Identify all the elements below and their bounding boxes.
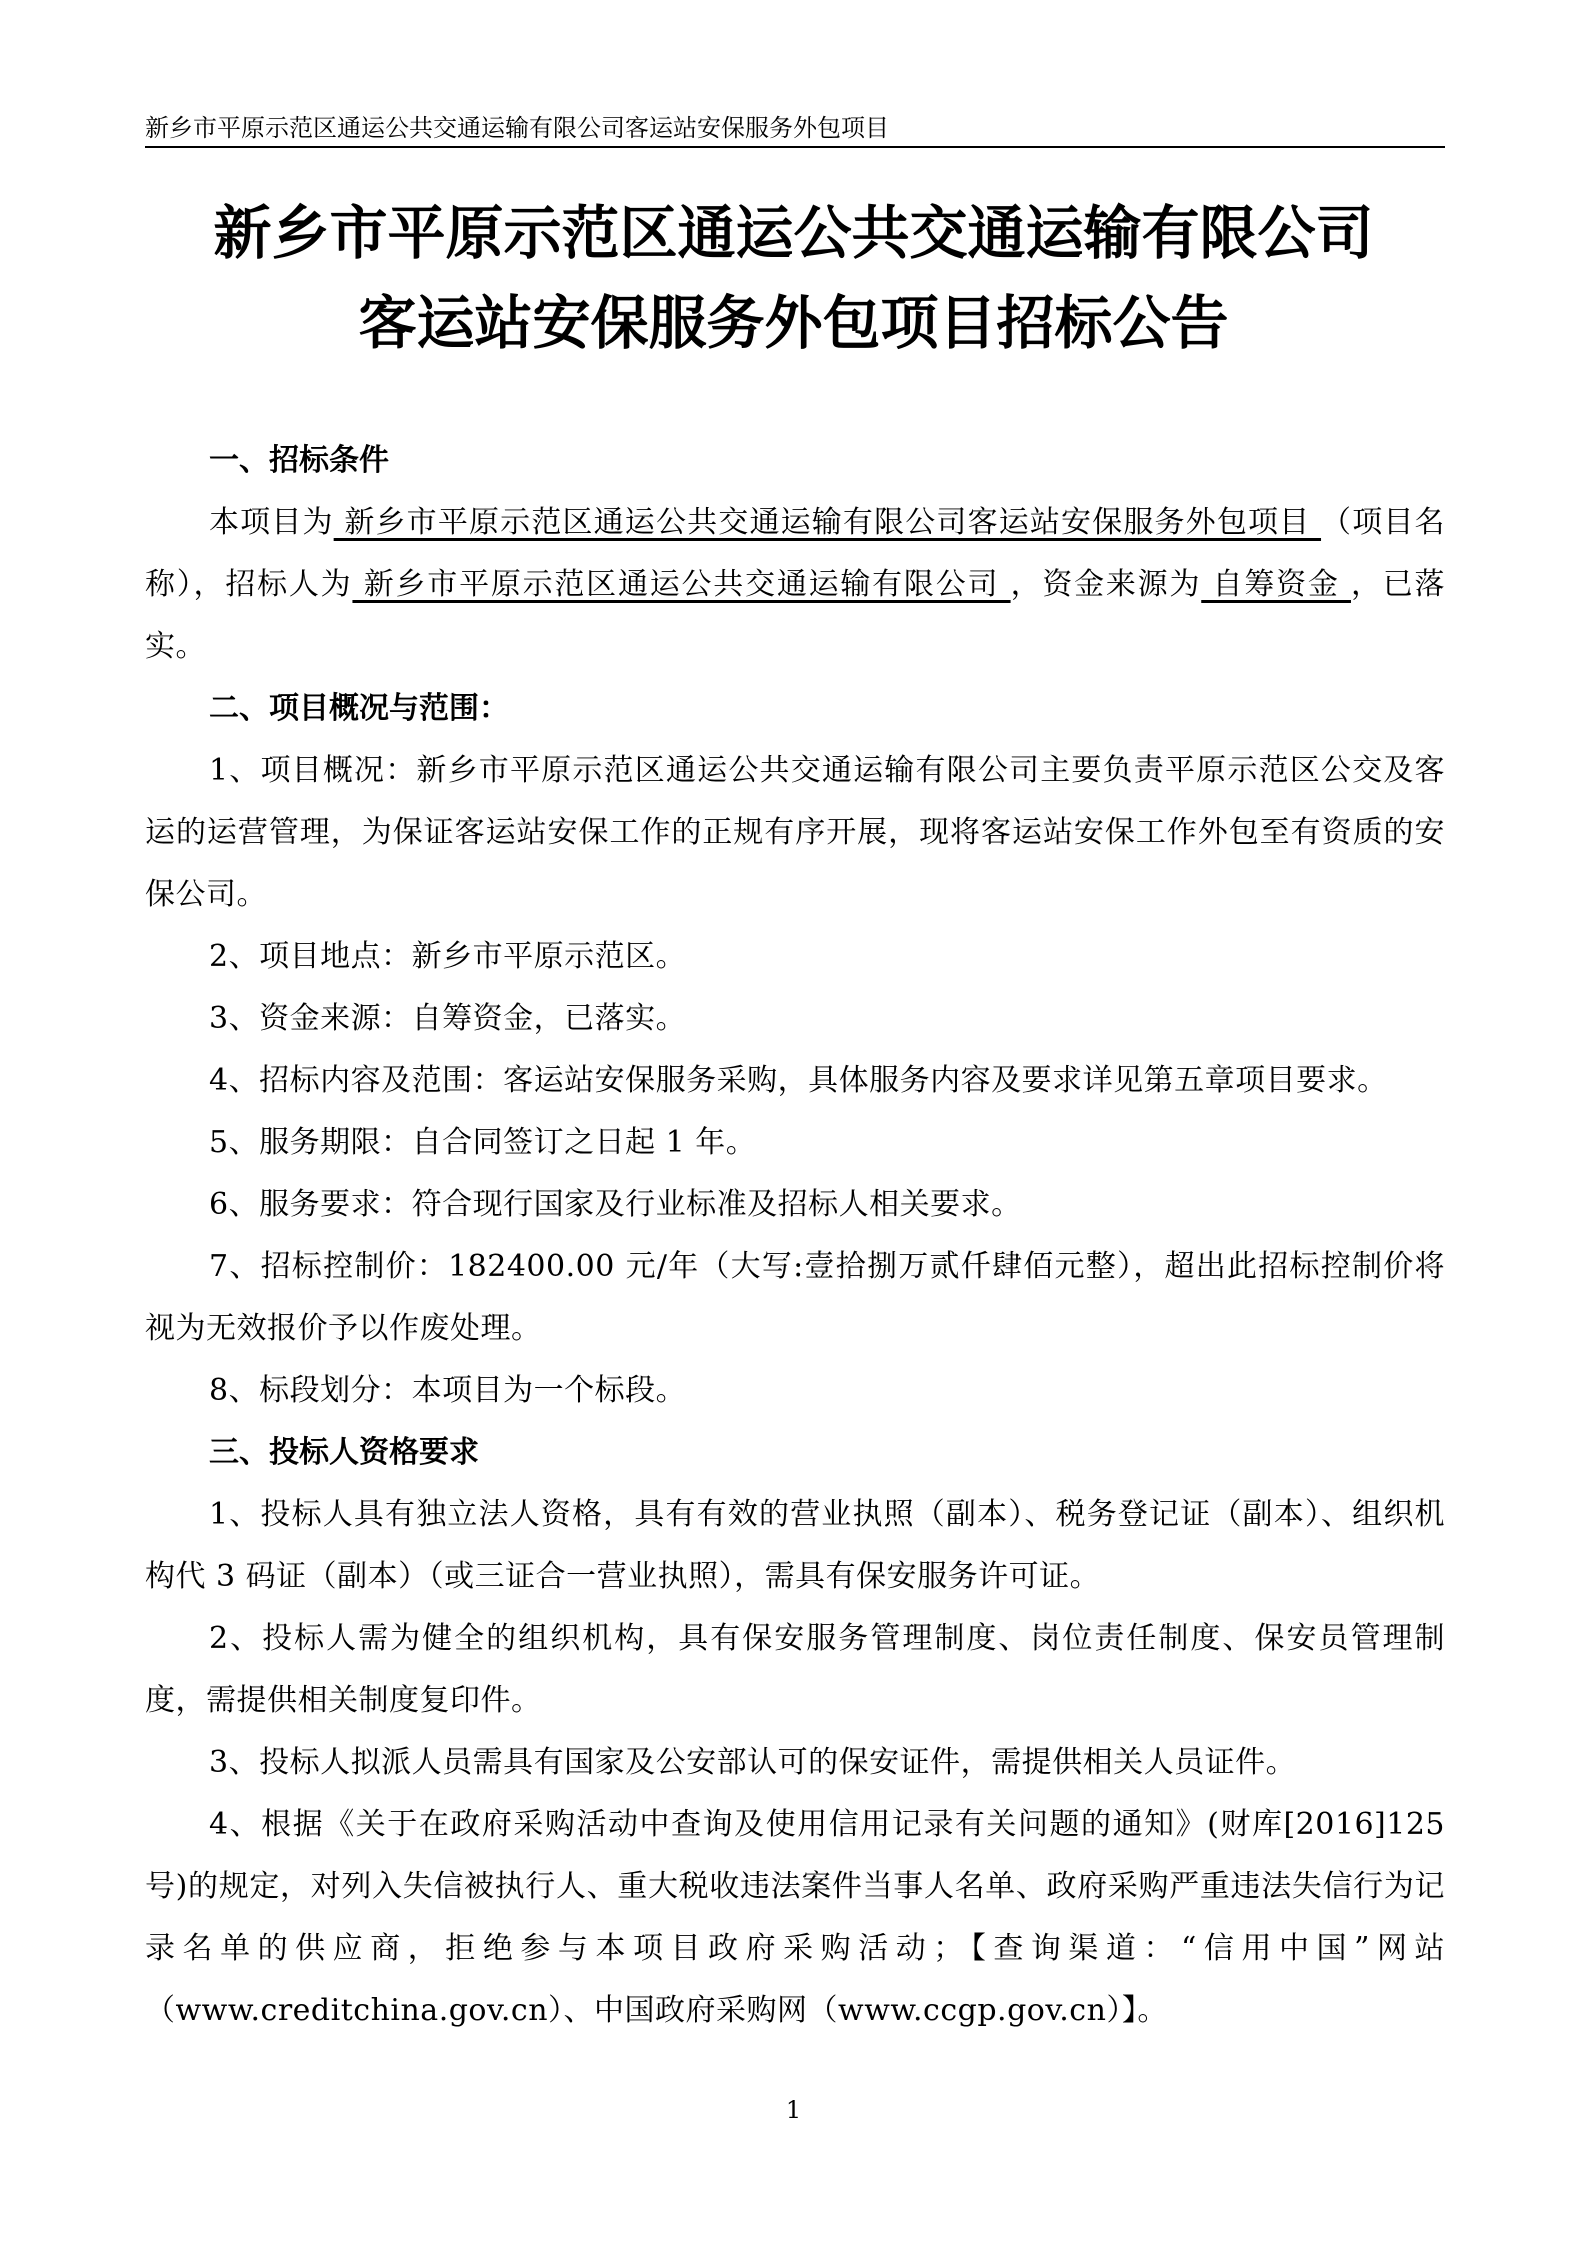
paragraph-item: 2、项目地点：新乡市平原示范区。: [209, 939, 687, 974]
tender-conditions-paragraph: [145, 492, 1445, 678]
paragraph-item: 1、投标人具有独立法人资格，具有有效的营业执照（副本）、税务登记证（副本）、组织机构代 3 码证（副本）（或三证合一营业执照），需具有保安服务许可证。: [145, 1497, 1445, 1594]
paragraph-item: 5、服务期限：自合同签订之日起 1 年。: [209, 1125, 757, 1160]
paragraph-item: 4、招标内容及范围：客运站安保服务采购，具体服务内容及要求详见第五章项目要求。: [209, 1063, 1388, 1098]
document-title-line-1: 新乡市平原示范区通运公共交通运输有限公司: [213, 199, 1374, 267]
document-body: [145, 430, 1445, 2042]
project-name-field: 新乡市平原示范区通运公共交通运输有限公司客运站安保服务外包项目: [333, 505, 1322, 540]
text-segment: ，已落实。: [145, 567, 1446, 664]
paragraph-item: 3、投标人拟派人员需具有国家及公安部认可的保安证件，需提供相关人员证件。: [209, 1745, 1297, 1780]
funds-source-field: 自筹资金: [1201, 567, 1351, 602]
text-segment: （项目名称），招标人为: [145, 505, 1446, 602]
running-header: 新乡市平原示范区通运公共交通运输有限公司客运站安保服务外包项目: [145, 110, 1445, 148]
paragraph-item: 8、标段划分：本项目为一个标段。: [209, 1373, 687, 1408]
paragraph-item: 3、资金来源：自筹资金，已落实。: [209, 1001, 687, 1036]
paragraph-item: 2、投标人需为健全的组织机构，具有保安服务管理制度、岗位责任制度、保安员管理制度，需提供相关制度复印件。: [145, 1621, 1445, 1718]
paragraph-item: 4、根据《关于在政府采购活动中查询及使用信用记录有关问题的通知》(财库[2016]125 号)的规定，对列入失信被执行人、重大税收违法案件当事人名单、政府采购严重违法失信行为记录名单的供应商，拒绝参与本项目政府采购活动；【查询渠道：“信用中国”网站（www.creditchina.gov.cn）、中国政府采购网（www.ccgp.gov.cn）】。: [145, 1807, 1445, 2028]
section-heading-3: 三、投标人资格要求: [209, 1435, 479, 1470]
paragraph-item: 7、招标控制价：182400.00 元/年（大写:壹拾捌万贰仟肆佰元整），超出此招标控制价将视为无效报价予以作废处理。: [145, 1249, 1445, 1346]
paragraph-item: 1、项目概况：新乡市平原示范区通运公共交通运输有限公司主要负责平原示范区公交及客运的运营管理，为保证客运站安保工作的正规有序开展，现将客运站安保工作外包至有资质的安保公司。: [145, 753, 1445, 912]
section-heading-2: 二、项目概况与范围：: [209, 691, 509, 726]
tenderer-field: 新乡市平原示范区通运公共交通运输有限公司: [352, 567, 1011, 602]
text-segment: 本项目为: [209, 505, 334, 540]
page-number: 1: [785, 2096, 802, 2124]
paragraph-item: 6、服务要求：符合现行国家及行业标准及招标人相关要求。: [209, 1187, 1022, 1222]
document-title-line-2: 客运站安保服务外包项目招标公告: [358, 289, 1229, 357]
text-segment: ，资金来源为: [1010, 567, 1202, 602]
section-heading-1: 一、招标条件: [209, 443, 389, 478]
